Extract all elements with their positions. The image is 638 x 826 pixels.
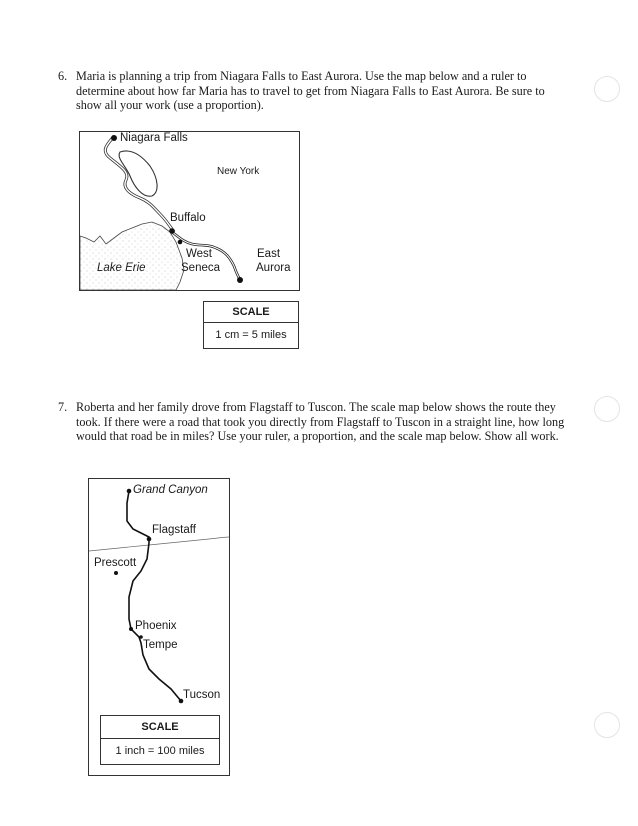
west-seneca-dot [178,240,183,245]
question-text: Maria is planning a trip from Niagara Falls to East Aurora. Use the map below and a ruler to determine about how far Maria has to travel to get from Niagara Falls to East Aurora. Be sure to show all your work (use a proportion). [76,69,545,113]
phoenix-label: Phoenix [135,620,177,632]
arizona-map [88,478,230,776]
question-text: Roberta and her family drove from Flagstaff to Tuscon. The scale map below shows the route they took. If there were a road that took you directly from Flagstaff to Tuscon in a straight line, how long would that road be in miles? Use your ruler, a proportion, and the scale map below. Show all work. [76,400,565,444]
niagara-map [79,131,300,291]
mogollon-rim-line [89,537,229,551]
question-number: 7. [58,400,68,414]
prescott-label: Prescott [94,557,137,569]
hole-punch-mark [594,712,620,738]
niagara-river-inner [105,136,174,232]
question-7 [58,400,573,444]
tempe-label: Tempe [143,639,178,651]
niagara-falls-dot [111,135,117,141]
hole-punch-mark [594,76,620,102]
grand-canyon-dot [127,489,132,494]
seneca-label: Seneca [181,262,221,274]
buffalo-dot [169,228,175,234]
phoenix-dot [129,627,133,631]
grand-canyon-label: Grand Canyon [133,484,208,496]
west-label: West [186,248,212,260]
q6-scale-box [203,301,299,349]
scale-header: SCALE [101,716,219,739]
east-aurora-dot [237,277,243,283]
flagstaff-dot [147,537,152,542]
flagstaff-label: Flagstaff [152,524,196,536]
prescott-dot [114,571,118,575]
scale-header: SCALE [204,302,298,323]
question-6 [58,69,573,113]
buffalo-label: Buffalo [170,212,206,224]
scale-value: 1 inch = 100 miles [115,745,205,757]
lake-erie-water [80,222,184,290]
niagara-falls-label: Niagara Falls [120,132,188,144]
route-road [127,491,181,701]
q7-scale-box [100,715,220,765]
aurora-label: Aurora [256,262,291,274]
question-number: 6. [58,69,68,83]
lake-erie-label: Lake Erie [97,262,146,274]
east-label: East [257,248,281,260]
tucson-label: Tucson [183,689,221,701]
new-york-label: New York [217,166,260,177]
hole-punch-mark [594,396,620,422]
scale-value: 1 cm = 5 miles [215,329,287,341]
